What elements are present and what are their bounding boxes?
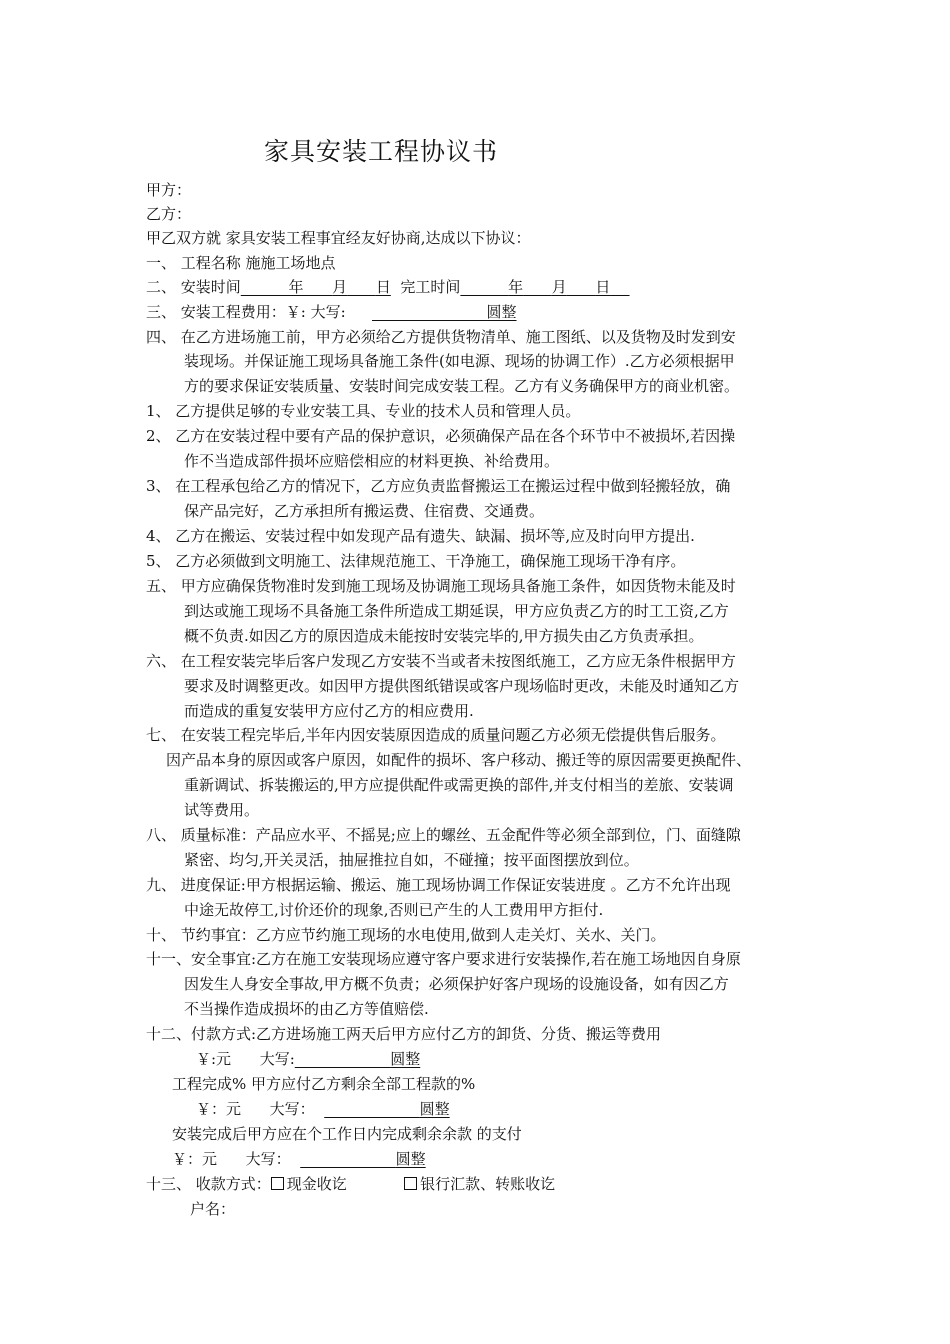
clause-line: 四、 在乙方进场施工前，甲方必须给乙方提供货物清单、施工图纸、以及货物及时发到安 xyxy=(146,328,736,346)
clause-line: 七、 在安装工程完毕后,半年内因安装原因造成的质量问题乙方必须无偿提供售后服务。 xyxy=(146,726,726,744)
clause-line: 要求及时调整更改。如因甲方提供图纸错误或客户现场临时更改，未能及时通知乙方 xyxy=(184,677,740,695)
clause-line: 五、 甲方应确保货物准时发到施工现场及协调施工现场具备施工条件，如因货物未能及时 xyxy=(146,577,736,595)
clause-line: 甲方： xyxy=(146,181,192,199)
clause-line: 户名： xyxy=(190,1200,236,1218)
cash-option-label: 现金收讫 xyxy=(286,1175,347,1193)
clause-line: 紧密、均匀,开关灵活，抽屉推拉自如，不碰撞；按平面图摆放到位。 xyxy=(184,851,639,869)
clause-line: 十一、安全事宜:乙方在施工安装现场应遵守客户要求进行安装操作,若在施工场地因自身原 xyxy=(146,950,741,968)
clause-line: 作不当造成部件损坏应赔偿相应的材料更换、补给费用。 xyxy=(184,452,560,470)
bank-transfer-checkbox[interactable] xyxy=(404,1177,417,1190)
clause-line: 而造成的重复安装甲方应付乙方的相应费用. xyxy=(184,702,474,720)
clause-line: 保产品完好，乙方承担所有搬运费、住宿费、交通费。 xyxy=(184,502,545,520)
clause-line: 乙方： xyxy=(146,205,192,223)
clause-line: 中途无故停工,讨价还价的现象,否则已产生的人工费用甲方拒付. xyxy=(184,901,604,919)
clause-line: 八、 质量标准：产品应水平、不摇晃;应上的螺丝、五金配件等必须全部到位，门、面缝隙 xyxy=(146,826,741,844)
clause-line: 十、 节约事宜：乙方应节约施工现场的水电使用,做到人走关灯、关水、关门。 xyxy=(146,926,666,944)
clause-line: 重新调试、拆装搬运的,甲方应提供配件或需更换的部件,并支付相当的差旅、安装调 xyxy=(184,776,734,794)
payment-row-2: ￥：元 大写： 圆整 xyxy=(196,1100,450,1118)
clause-line: 试等费用。 xyxy=(184,801,260,819)
bank-transfer-option-label: 银行汇款、转账收讫 xyxy=(420,1175,556,1193)
payment-row-3: ￥：元 大写： 圆整 xyxy=(172,1150,426,1168)
end-date-blank: 年 月 日 xyxy=(508,278,611,296)
clause-line: 1、 乙方提供足够的专业安装工具、专业的技术人员和管理人员。 xyxy=(146,402,581,420)
payment-row-1: ￥:元 大写: 圆整 xyxy=(196,1050,421,1068)
clause-line: 到达或施工现场不具备施工条件所造成工期延误，甲方应负责乙方的时工工资,乙方 xyxy=(184,602,729,620)
clause-line: 六、 在工程安装完毕后客户发现乙方安装不当或者未按图纸施工，乙方应无条件根据甲方 xyxy=(146,652,736,670)
clause-line: 十二、付款方式:乙方进场施工两天后甲方应付乙方的卸货、分货、搬运等费用 xyxy=(146,1025,662,1043)
start-date-blank: 年 月 日 xyxy=(288,278,391,296)
clause-line: 方的要求保证安装质量、安装时间完成安装工程。乙方有义务确保甲方的商业机密。 xyxy=(184,377,740,395)
clause-line: 因产品本身的原因或客户原因，如配件的损坏、客户移动、搬迁等的原因需要更换配件、 xyxy=(166,751,752,769)
clause-line: 装现场。并保证施工现场具备施工条件(如电源、现场的协调工作）.乙方必须根据甲 xyxy=(184,352,735,370)
clause-line: 不当操作造成损坏的由乙方等值赔偿. xyxy=(184,1000,429,1018)
clause-line: 3、 在工程承包给乙方的情况下，乙方应负责监督搬运工在搬运过程中做到轻搬轻放，确 xyxy=(146,477,731,495)
cash-checkbox[interactable] xyxy=(271,1177,284,1190)
installation-time-line xyxy=(146,277,630,297)
clause-line: 九、 进度保证:甲方根据运输、搬运、施工现场协调工作保证安装进度 。乙方不允许出现 xyxy=(146,876,731,894)
clause-line: 一、 工程名称 施施工场地点 xyxy=(146,254,336,272)
clause-line: 5、 乙方必须做到文明施工、法律规范施工、干净施工，确保施工现场干净有序。 xyxy=(146,552,686,570)
clause-line: 工程完成% 甲方应付乙方剩余全部工程款的% xyxy=(172,1075,476,1093)
document-title: 家具安装工程协议书 xyxy=(264,137,499,166)
fee-amount-blank: 圆整 xyxy=(486,303,517,321)
clause-line: 概不负责.如因乙方的原因造成未能按时安装完毕的,甲方损失由乙方负责承担。 xyxy=(184,627,704,645)
clause-line: 2、 乙方在安装过程中要有产品的保护意识，必须确保产品在各个环节中不被损坏,若因操 xyxy=(146,427,736,445)
clause-line: 4、 乙方在搬运、安装过程中如发现产品有遗失、缺漏、损坏等,应及时向甲方提出. xyxy=(146,527,695,545)
clause-line: 三、 安装工程费用：￥: 大写: xyxy=(146,303,346,321)
clause-line: 因发生人身安全事故,甲方概不负责；必须保护好客户现场的设施设备，如有因乙方 xyxy=(184,975,729,993)
clause-line: 甲乙双方就 家具安装工程事宜经友好协商,达成以下协议： xyxy=(146,229,531,247)
complete-time-label: 完工时间 xyxy=(400,278,461,296)
collection-method-line: 十三、 收款方式： 现金收讫 银行汇款、转账收讫 xyxy=(146,1175,556,1193)
time-prefix: 二、 安装时间 xyxy=(146,278,241,296)
clause-line: 安装完成后甲方应在个工作日内完成剩余余款 的支付 xyxy=(172,1125,522,1143)
